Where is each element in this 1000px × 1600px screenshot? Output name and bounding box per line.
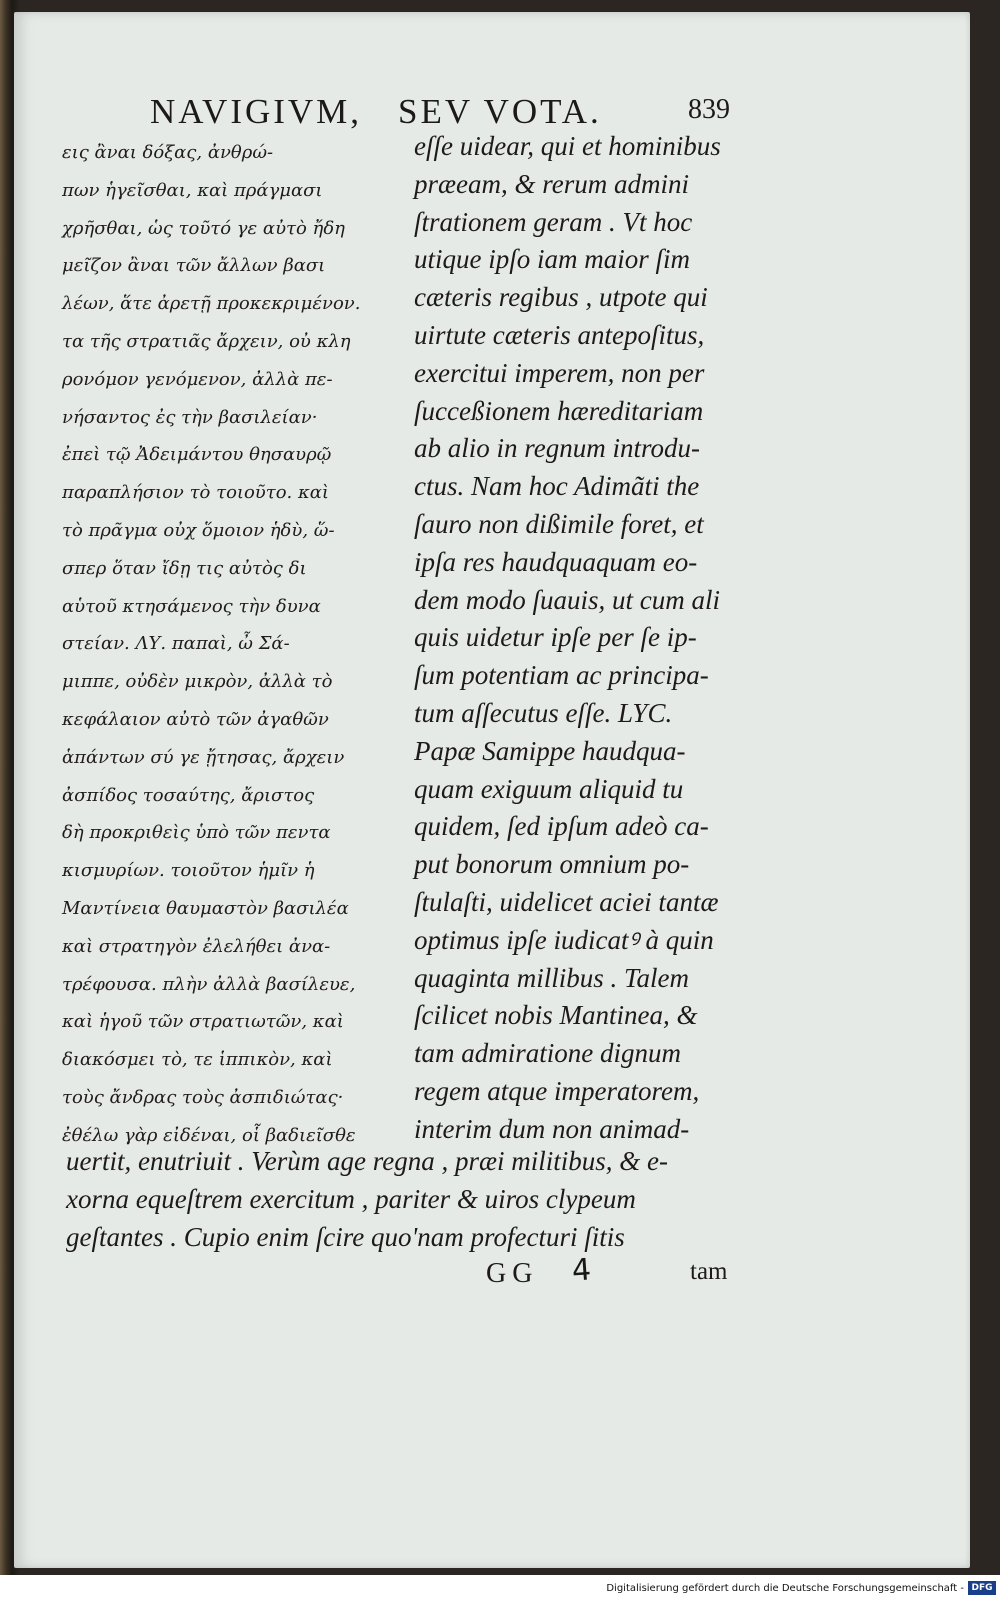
- latin-text-line: geſtantes . Cupio enim ſcire quo'nam profecturi ſitis: [66, 1222, 625, 1252]
- latin-text-line: ſcilicet nobis Mantinea, &: [414, 1000, 698, 1031]
- footer-credit: Digitalisierung gefördert durch die Deutsche Forschungsgemeinschaft -: [606, 1583, 964, 1594]
- greek-text-line: δὴ προκριθεὶς ὑπὸ τῶν πεντα: [62, 822, 331, 844]
- greek-text-line: κεφάλαιον αὐτὸ τῶν ἀγαθῶν: [62, 708, 329, 730]
- latin-text-line: interim dum non animad-: [414, 1113, 690, 1144]
- handwritten-number: 4: [570, 1252, 593, 1289]
- greek-column: [62, 134, 402, 1155]
- running-subtitle: SEV VOTA.: [398, 92, 602, 131]
- greek-text-line: καὶ ἡγοῦ τῶν στρατιωτῶν, καὶ: [62, 1011, 344, 1033]
- latin-text-line: quis uidetur ipſe per ſe ip-: [414, 622, 697, 653]
- signature-mark: GG: [486, 1258, 539, 1289]
- latin-text-line: Papæ Samippe haudqua-: [414, 735, 686, 766]
- latin-text-line: utique ipſo iam maior ſim: [414, 244, 690, 275]
- greek-text-line: μιππε, οὐδὲν μικρὸν, ἀλλὰ τὸ: [62, 671, 333, 693]
- dfg-logo-icon: DFG: [968, 1581, 996, 1595]
- greek-text-line: ἀσπίδος τοσαύτης, ἄριστος: [62, 784, 315, 806]
- catchword: tam: [690, 1258, 728, 1285]
- greek-text-line: τοὺς ἄνδρας τοὺς ἀσπιδιώτας·: [62, 1086, 344, 1108]
- greek-text-line: λέων, ἅτε ἀρετῇ προκεκριμένον.: [62, 293, 361, 315]
- latin-text-line: uirtute cæteris antepoſitus,: [414, 319, 705, 350]
- latin-text-line: ſum potentiam ac principa-: [414, 660, 709, 691]
- latin-text-line: ab alio in regnum introdu-: [414, 433, 700, 464]
- latin-text-line: ſtulaſti, uidelicet aciei tantæ: [414, 886, 719, 917]
- latin-text-line: optimus ipſe iudicatꝰ à quin: [414, 924, 714, 955]
- greek-text-line: στείαν. ΛΥ. παπαὶ, ὦ Σά-: [62, 633, 290, 655]
- latin-text-line: ſauro non dißimile foret, et: [414, 508, 704, 539]
- latin-text-line: præeam, & rerum admini: [414, 168, 689, 199]
- latin-text-line: tum aſſecutus eſſe. LYC.: [414, 697, 673, 728]
- greek-text-line: κισμυρίων. τοιοῦτον ἡμῖν ἡ: [62, 860, 315, 882]
- latin-text-line: exercitui imperem, non per: [414, 357, 705, 388]
- running-title: NAVIGIVM,: [150, 92, 363, 131]
- latin-text-line: ſtrationem geram . Vt hoc: [414, 206, 693, 237]
- greek-text-line: τὸ πρᾶγμα οὐχ ὅμοιον ἡδὺ, ὥ-: [62, 519, 335, 541]
- latin-text-line: regem atque imperatorem,: [414, 1075, 700, 1106]
- greek-text-line: χρῆσθαι, ὡς τοῦτό γε αὐτὸ ἤδη: [62, 217, 345, 239]
- latin-text-line: dem modo ſuauis, ut cum ali: [414, 584, 720, 615]
- greek-text-line: πων ἡγεῖσθαι, καὶ πράγμασι: [62, 179, 323, 201]
- latin-text-line: put bonorum omnium po-: [414, 849, 690, 880]
- full-width-text: [66, 1142, 746, 1256]
- greek-text-line: παραπλήσιον τὸ τοιοῦτο. καὶ: [62, 482, 329, 504]
- latin-text-line: cæteris regibus , utpote qui: [414, 282, 708, 313]
- latin-text-line: ctus. Nam hoc Adimãti the: [414, 471, 700, 502]
- greek-text-line: μεῖζον ἂναι τῶν ἄλλων βασι: [62, 255, 326, 277]
- greek-text-line: τα τῆς στρατιᾶς ἄρχειν, οὐ κλη: [62, 330, 351, 352]
- latin-text-line: uertit, enutriuit . Verùm age regna , præi militibus, & e-: [66, 1146, 668, 1176]
- greek-text-line: καὶ στρατηγὸν ἐλελήθει ἀνα-: [62, 935, 331, 957]
- latin-text-line: quam exiguum aliquid tu: [414, 773, 684, 804]
- greek-text-line: ἐπεὶ τῷ Ἀδειμάντου θησαυρῷ: [62, 444, 332, 466]
- greek-text-line: εις ἂναι δόξας, ἀνθρώ-: [62, 142, 274, 163]
- latin-text-line: ſucceßionem hæreditariam: [414, 395, 704, 426]
- latin-text-line: eſſe uidear, qui et hominibus: [414, 131, 721, 161]
- greek-text-line: αὑτοῦ κτησάμενος τὴν δυνα: [62, 595, 321, 617]
- greek-text-line: ρονόμον γενόμενον, ἀλλὰ πε-: [62, 368, 333, 390]
- page-number: 839: [688, 94, 730, 125]
- latin-text-line: xorna equeſtrem exercitum , pariter & uiros clypeum: [66, 1184, 636, 1214]
- greek-text-line: ἁπάντων σύ γε ᾔτησας, ἄρχειν: [62, 746, 345, 768]
- latin-text-line: quidem, ſed ipſum adeò ca-: [414, 811, 709, 842]
- greek-text-line: τρέφουσα. πλὴν ἀλλὰ βασίλευε,: [62, 973, 356, 995]
- greek-text-line: διακόσμει τὸ, τε ἱππικὸν, καὶ: [62, 1049, 333, 1071]
- latin-text-line: quaginta millibus . Talem: [414, 962, 690, 993]
- latin-column: [414, 128, 754, 1149]
- greek-text-line: σπερ ὅταν ἴδῃ τις αὐτὸς δι: [62, 557, 307, 579]
- greek-text-line: ἐθέλω γὰρ εἰδέναι, οἷ βαδιεῖσθε: [62, 1124, 356, 1146]
- latin-text-line: ipſa res haudquaquam eo-: [414, 546, 698, 577]
- greek-text-line: νήσαντος ἐς τὴν βασιλείαν·: [62, 406, 318, 428]
- greek-text-line: Μαντίνεια θαυμαστὸν βασιλέα: [62, 897, 349, 919]
- latin-text-line: tam admiratione dignum: [414, 1038, 681, 1069]
